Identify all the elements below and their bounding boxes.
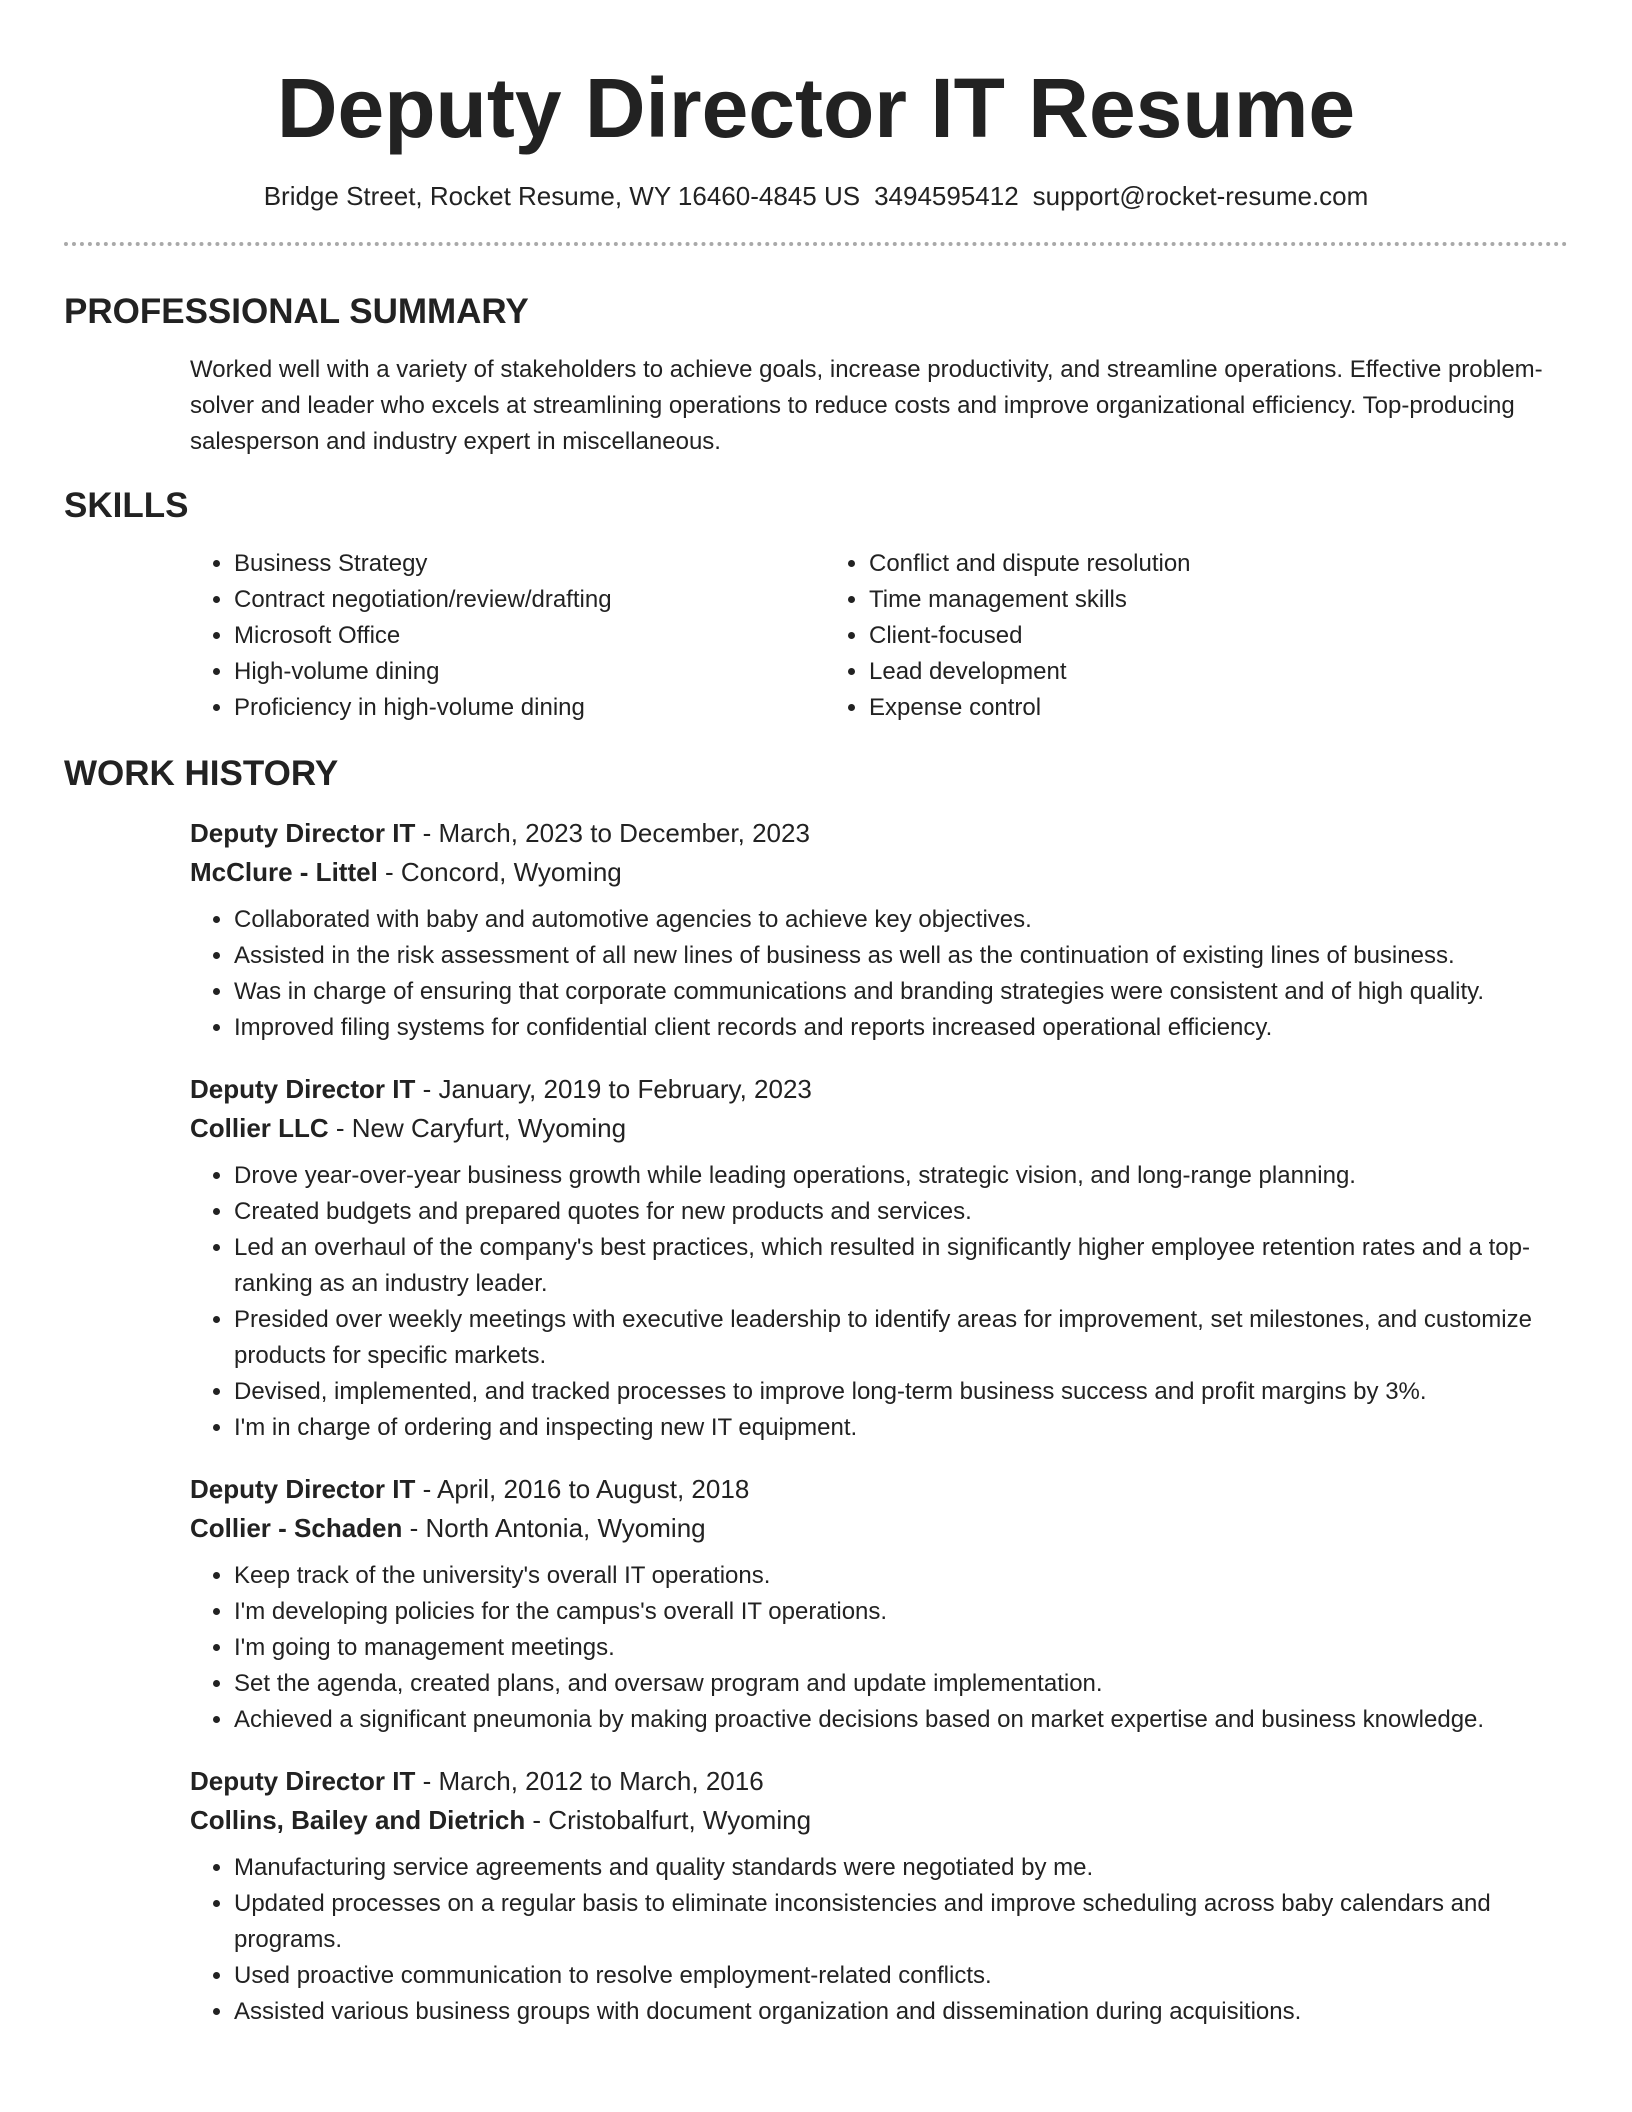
skill-item: • Microsoft Office xyxy=(234,618,825,654)
header-divider xyxy=(64,242,1568,246)
job-bullet: • Devised, implemented, and tracked processes to improve long-term business success and profit margins by 3%. xyxy=(234,1374,1568,1410)
skills-column-right xyxy=(825,546,1191,726)
job-bullet: • I'm in charge of ordering and inspecting new IT equipment. xyxy=(234,1410,1568,1446)
job-bullet: • I'm going to management meetings. xyxy=(234,1630,1568,1666)
job-bullet: • Keep track of the university's overall IT operations. xyxy=(234,1558,1568,1594)
job-bullet: • Set the agenda, created plans, and oversaw program and update implementation. xyxy=(234,1666,1568,1702)
skill-item: • Business Strategy xyxy=(234,546,825,582)
job-company: Collier LLC xyxy=(190,1113,329,1143)
job-location: - North Antonia, Wyoming xyxy=(402,1513,706,1543)
job-company: Collins, Bailey and Dietrich xyxy=(190,1805,526,1835)
job-company: Collier - Schaden xyxy=(190,1513,403,1543)
skills-heading: SKILLS xyxy=(64,486,189,525)
job-company-line xyxy=(190,1800,1568,1840)
work-history-list xyxy=(64,814,1568,2030)
job-bullet: • Presided over weekly meetings with executive leadership to identify areas for improvement, set milestones, and customize products for specific markets. xyxy=(234,1302,1568,1374)
skill-item: • Lead development xyxy=(869,654,1191,690)
job-bullet: • Was in charge of ensuring that corporate communications and branding strategies were consistent and of high quality. xyxy=(234,974,1568,1010)
job-bullet: • Collaborated with baby and automotive agencies to achieve key objectives. xyxy=(234,902,1568,938)
job-bullet: • Manufacturing service agreements and quality standards were negotiated by me. xyxy=(234,1850,1568,1886)
contact-email: support@rocket-resume.com xyxy=(1032,181,1369,211)
job-location: - Cristobalfurt, Wyoming xyxy=(525,1805,812,1835)
job-bullets xyxy=(190,902,1568,1046)
job-bullet: • I'm developing policies for the campus's overall IT operations. xyxy=(234,1594,1568,1630)
skill-item: • Expense control xyxy=(869,690,1191,726)
job-entry xyxy=(190,1762,1568,2030)
summary-heading: PROFESSIONAL SUMMARY xyxy=(64,292,529,331)
job-bullet: • Achieved a significant pneumonia by making proactive decisions based on market expertise and business knowledge. xyxy=(234,1702,1568,1738)
contact-phone: 3494595412 xyxy=(874,181,1019,211)
skill-item: • Client-focused xyxy=(869,618,1191,654)
job-role-line xyxy=(190,1470,1568,1508)
job-dates: - March, 2012 to March, 2016 xyxy=(415,1766,764,1796)
job-company: McClure - Littel xyxy=(190,857,378,887)
job-role-line xyxy=(190,1762,1568,1800)
job-role-line xyxy=(190,1070,1568,1108)
job-bullets xyxy=(190,1158,1568,1446)
job-bullets xyxy=(190,1558,1568,1738)
job-bullet: • Created budgets and prepared quotes for new products and services. xyxy=(234,1194,1568,1230)
job-bullet: • Drove year-over-year business growth while leading operations, strategic vision, and long-range planning. xyxy=(234,1158,1568,1194)
job-role: Deputy Director IT xyxy=(190,818,416,848)
job-bullet: • Improved filing systems for confidential client records and reports increased operational efficiency. xyxy=(234,1010,1568,1046)
skill-item: • Contract negotiation/review/drafting xyxy=(234,582,825,618)
skills-column-left xyxy=(190,546,825,726)
skill-item: • Time management skills xyxy=(869,582,1191,618)
resume-title: Deputy Director IT Resume xyxy=(276,61,1356,155)
job-location: - Concord, Wyoming xyxy=(377,857,622,887)
job-entry xyxy=(190,1070,1568,1446)
job-role: Deputy Director IT xyxy=(190,1074,416,1104)
skill-item: • Proficiency in high-volume dining xyxy=(234,690,825,726)
job-dates: - April, 2016 to August, 2018 xyxy=(415,1474,750,1504)
job-company-line xyxy=(190,1108,1568,1148)
job-company-line xyxy=(190,1508,1568,1548)
summary-text: Worked well with a variety of stakeholders to achieve goals, increase productivity, and streamline operations. Effective problem-solver and leader who excels at streamlining operations to reduce costs and improve organizational efficiency. Top-producing salesperson and industry expert in miscellaneous. xyxy=(190,356,1543,455)
job-bullet: • Used proactive communication to resolve employment-related conflicts. xyxy=(234,1958,1568,1994)
skills-list xyxy=(190,546,1568,726)
job-bullet: • Led an overhaul of the company's best practices, which resulted in significantly higher employee retention rates and a top-ranking as an industry leader. xyxy=(234,1230,1568,1302)
job-role: Deputy Director IT xyxy=(190,1766,416,1796)
contact-line xyxy=(64,178,1568,214)
job-bullet: • Assisted in the risk assessment of all new lines of business as well as the continuation of existing lines of business. xyxy=(234,938,1568,974)
job-bullets xyxy=(190,1850,1568,2030)
work-history-heading: WORK HISTORY xyxy=(64,754,339,793)
job-role-line xyxy=(190,814,1568,852)
contact-address: Bridge Street, Rocket Resume, WY 16460-4845 US xyxy=(263,181,861,211)
job-dates: - March, 2023 to December, 2023 xyxy=(415,818,810,848)
job-location: - New Caryfurt, Wyoming xyxy=(328,1113,627,1143)
job-company-line xyxy=(190,852,1568,892)
job-role: Deputy Director IT xyxy=(190,1474,416,1504)
job-bullet: • Updated processes on a regular basis to eliminate inconsistencies and improve scheduling across baby calendars and programs. xyxy=(234,1886,1568,1958)
skill-item: • High-volume dining xyxy=(234,654,825,690)
job-dates: - January, 2019 to February, 2023 xyxy=(415,1074,812,1104)
job-bullet: • Assisted various business groups with document organization and dissemination during acquisitions. xyxy=(234,1994,1568,2030)
job-entry xyxy=(190,1470,1568,1738)
resume-page xyxy=(64,0,1568,2030)
skill-item: • Conflict and dispute resolution xyxy=(869,546,1191,582)
job-entry xyxy=(190,814,1568,1046)
